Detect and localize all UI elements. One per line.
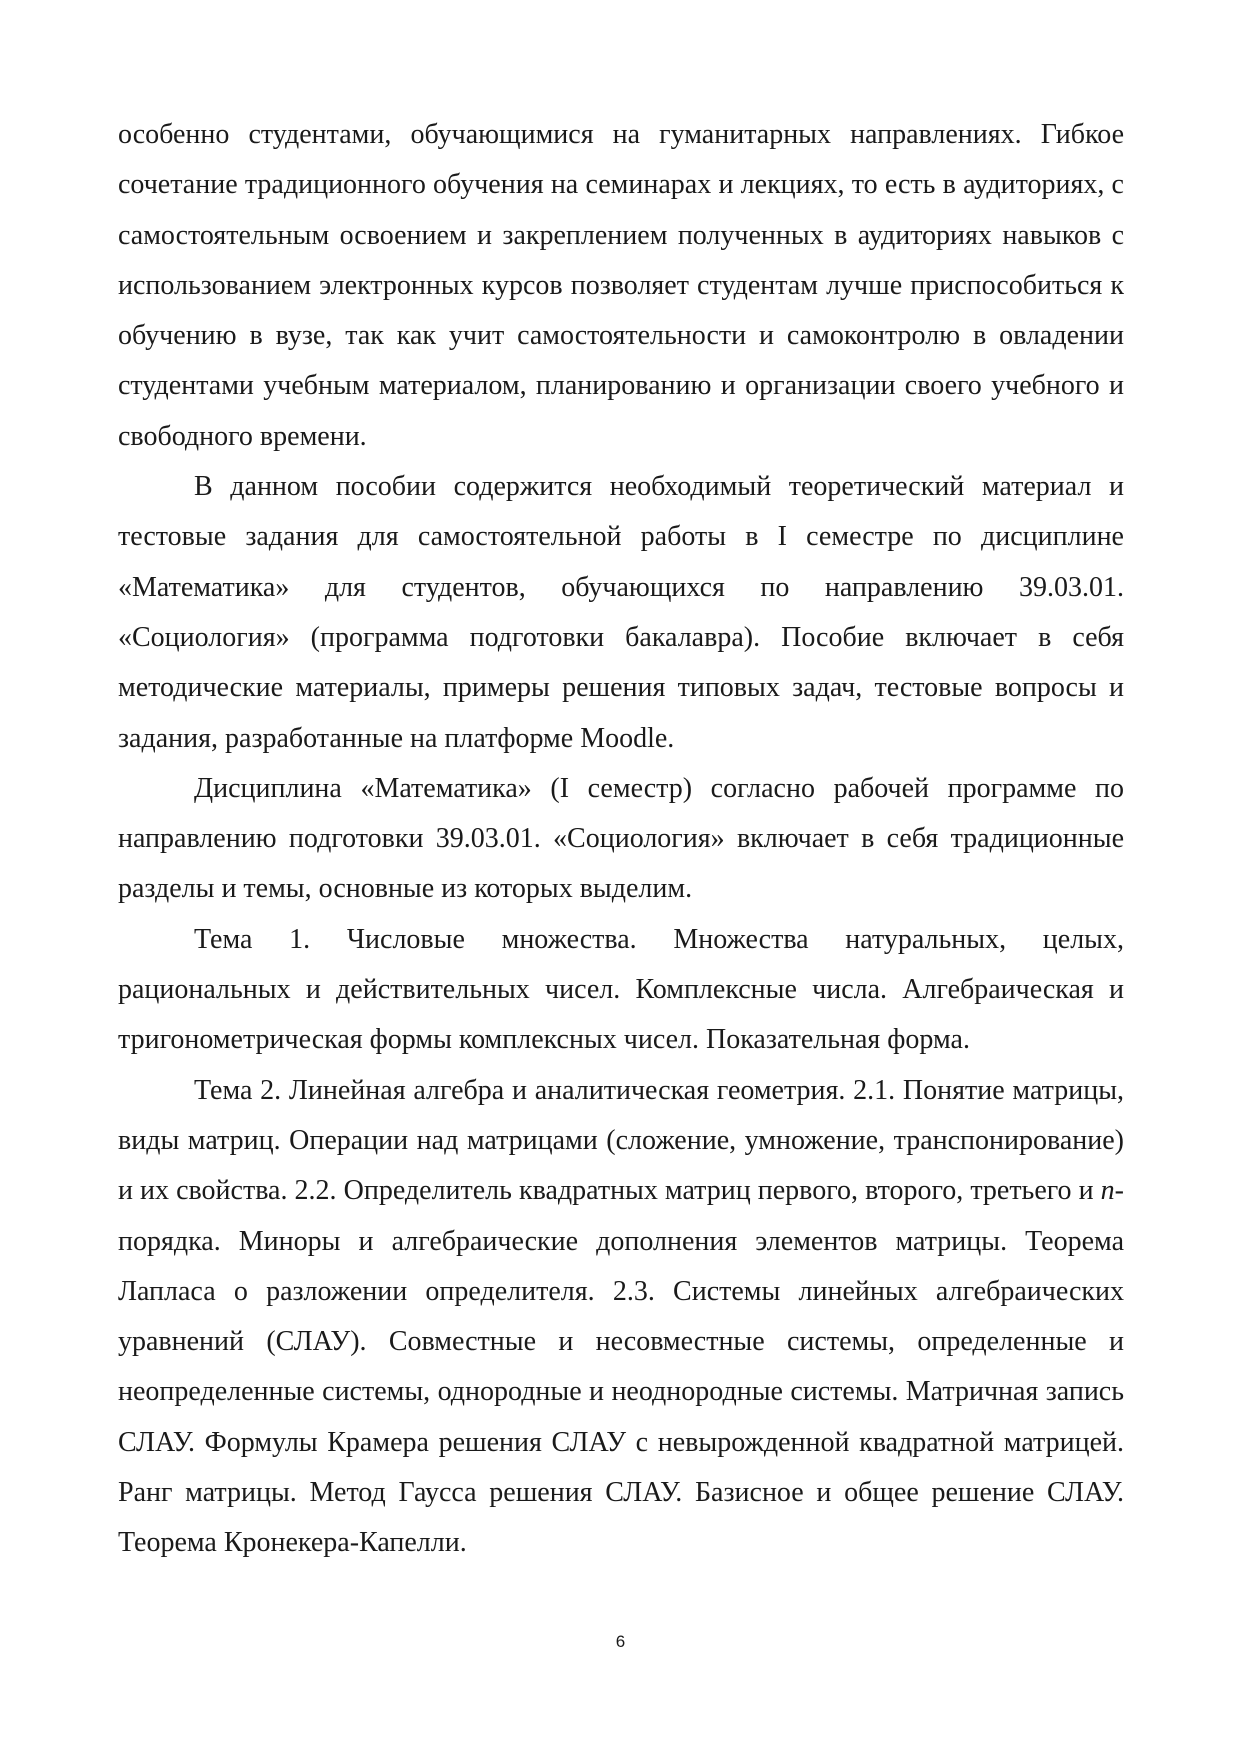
- paragraph-discipline: Дисциплина «Математика» (I семестр) согласно рабочей программе по направлению подготовки 39.03.01. «Социология» включает в себя традиционные разделы и темы, основные из которых выделим.: [118, 772, 1124, 905]
- italic-n: n: [1100, 1175, 1115, 1207]
- topic-2-text-start: Тема 2. Линейная алгебра и аналитическая геометрия. 2.1. Понятие матрицы, виды матриц. Операции над матрицами (сложение, умножение, транспонирование) и их свойства. 2.2. Определитель квадратных матриц первого, второго, третьего и: [118, 1074, 1124, 1207]
- paragraph-topic-2: [118, 1066, 1124, 1569]
- paragraph-intro: особенно студентами, обучающимися на гуманитарных направлениях. Гибкое сочетание традиционного обучения на семинарах и лекциях, то есть в аудиториях, с самостоятельным освоением и закреплением полученных в аудиториях навыков с использованием электронных курсов позволяет студентам лучше приспособиться к обучению в вузе, так как учит самостоятельности и самоконтролю в овладении студентами учебным материалом, планированию и организации своего учебного и свободного времени.: [118, 119, 1124, 452]
- paragraph-manual-description: В данном пособии содержится необходимый теоретический материал и тестовые задания для самостоятельной работы в I семестре по дисциплине «Математика» для студентов, обучающихся по направлению 39.03.01. «Социология» (программа подготовки бакалавра). Пособие включает в себя методические материалы, примеры решения типовых задач, тестовые вопросы и задания, разработанные на платформе Moodle.: [118, 471, 1124, 754]
- page-number: 6: [615, 1632, 626, 1651]
- body-text: [118, 110, 1124, 1569]
- paragraph-topic-1: Тема 1. Числовые множества. Множества натуральных, целых, рациональных и действительных чисел. Комплексные числа. Алгебраическая и тригонометрическая формы комплексных чисел. Показательная форма.: [118, 923, 1124, 1056]
- topic-2-text-end: -порядка. Миноры и алгебраические дополнения элементов матрицы. Теорема Лапласа о разложении определителя. 2.3. Системы линейных алгебраических уравнений (СЛАУ). Совместные и несовместные системы, определенные и неопределенные системы, однородные и неоднородные системы. Матричная запись СЛАУ. Формулы Крамера решения СЛАУ с невырожденной квадратной матрицей. Ранг матрицы. Метод Гаусса решения СЛАУ. Базисное и общее решение СЛАУ. Теорема Кронекера-Капелли.: [118, 1175, 1124, 1559]
